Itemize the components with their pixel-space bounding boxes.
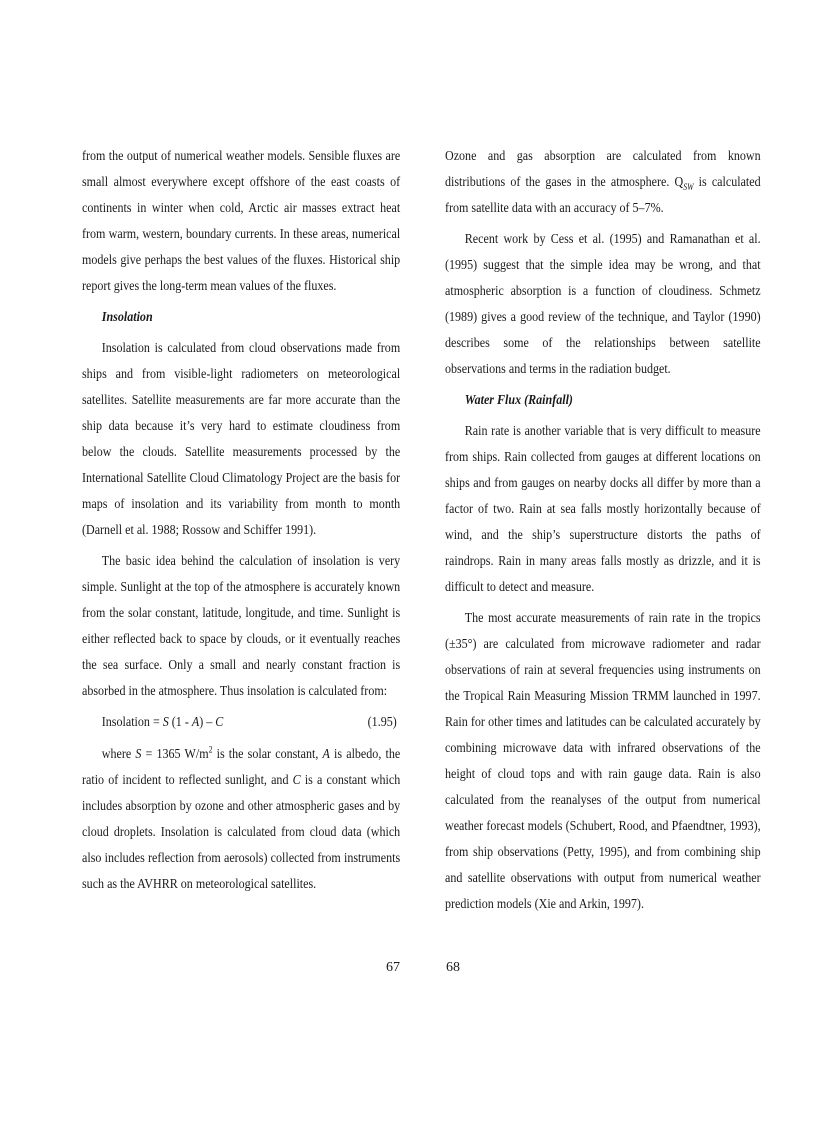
paragraph-insolation-basic-idea: The basic idea behind the calculation of insolation is very simple. Sunlight at the top of the atmosphere is accurately known from the solar constant, latitude, longitude, and time. Sunlight is either reflected back to space by clouds, or it eventually reaches the sea surface. Only a small and nearly constant fraction is absorbed in the atmosphere. Thus insolation is calculated from: — [82, 554, 401, 699]
heading-water-flux: Water Flux (Rainfall) — [464, 393, 573, 408]
equation-expression: Insolation = S (1 - A) – C — [101, 715, 224, 730]
left-column — [82, 144, 400, 903]
paragraph-insolation-sources: Insolation is calculated from cloud observations made from ships and from visible-light radiometers on meteorological satellites. Satellite measurements are far more accurate than the ship data because it’s very hard to estimate cloudiness from below the clouds. Satellite measurements processed by the International Satellite Cloud Climatology Project are the basis for maps of insolation and its variability from month to month (Darnell et al. 1988; Rossow and Schiffer 1991). — [82, 341, 401, 538]
paragraph-sensible-fluxes: from the output of numerical weather models. Sensible fluxes are small almost everywhere except offshore of the east coasts of continents in winter when cold, Arctic air masses extract heat from warm, western, boundary currents. In these areas, numerical models give perhaps the best values of the fluxes. Historical ship report gives the long-term mean values of the fluxes. — [82, 149, 401, 294]
paragraph-equation-terms: where S = 1365 $W/m^2$ is the solar constant, A is albedo, the ratio of incident to reflected sunlight, and C is a constant which includes absorption by ozone and other atmospheric gases and by cloud droplets. Insolation is calculated from cloud data (which also includes reflection from aerosols) collected from instruments such as the AVHRR on meteorological satellites. — [82, 744, 401, 892]
paragraph-ozone-absorption: Ozone and gas absorption are calculated from known distributions of the gases in the atmosphere. $Q_{SW}$ is calculated from satellite data with an accuracy of 5–7%. — [445, 149, 761, 216]
equation-insolation — [82, 710, 400, 736]
paragraph-recent-work: Recent work by Cess et al. (1995) and Ramanathan et al. (1995) suggest that the simple idea may be wrong, and that atmospheric absorption is a function of cloudiness. Schmetz (1989) gives a good review of the technique, and Taylor (1990) describes some of the relationships between satellite observations and terms in the radiation budget. — [445, 232, 761, 377]
paragraph-rain-rate: Rain rate is another variable that is very difficult to measure from ships. Rain collected from gauges at different locations on ships and from gauges on nearby docks all differ by more than a factor of two. Rain at sea falls mostly horizontally because of wind, and the ship’s superstructure distorts the paths of raindrops. Rain in many areas falls mostly as drizzle, and it is difficult to detect and measure. — [445, 424, 761, 595]
equation-number: (1.95) — [367, 715, 397, 730]
paragraph-accurate-measurements: The most accurate measurements of rain rate in the tropics (±35°) are calculated from microwave radiometer and radar observations of rain at several frequencies using instruments on the Tropical Rain Measuring Mission TRMM launched in 1997. Rain for other times and latitudes can be calculated accurately by combining microwave data with infrared observations of the height of cloud tops and with rain gauge data. Rain is also calculated from the reanalyses of the output from numerical weather forecast models (Schubert, Rood, and Pfaendtner, 1993), from ship observations (Petty, 1995), and from combining ship and satellite observations with output from numerical weather prediction models (Xie and Arkin, 1997). — [445, 611, 761, 912]
page-number-right: 68 — [446, 960, 460, 975]
right-column — [445, 144, 761, 923]
heading-insolation: Insolation — [101, 310, 153, 325]
page-number-left: 67 — [386, 960, 400, 975]
